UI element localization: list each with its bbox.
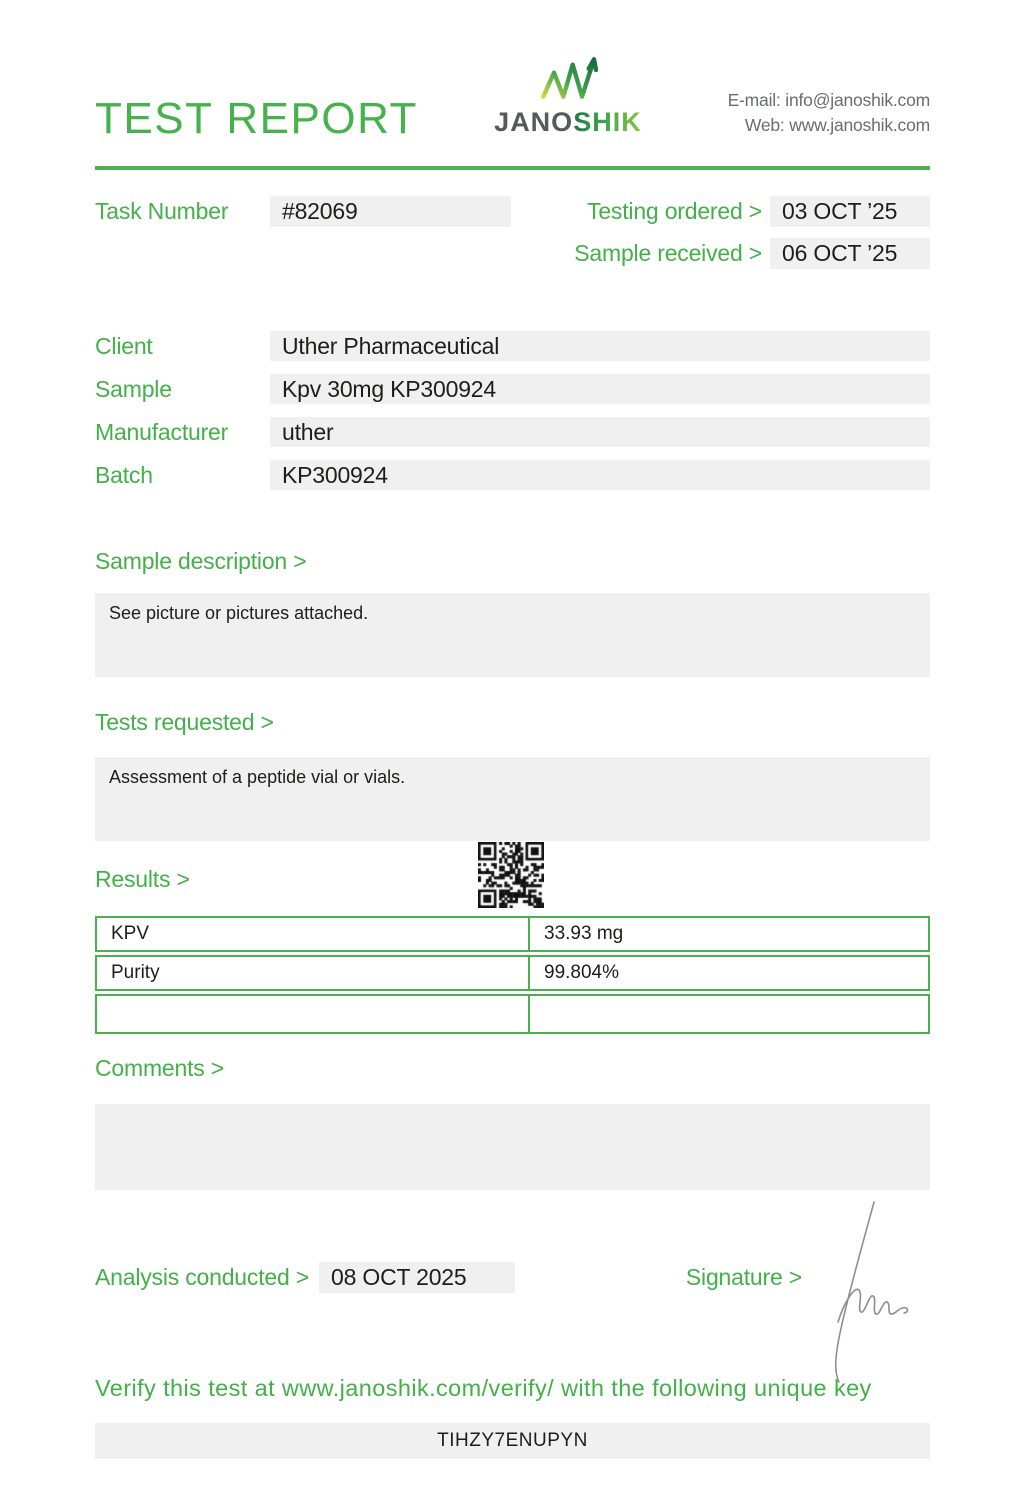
detail-row-client [95,331,930,361]
detail-row-batch [95,460,930,490]
result-value-cell [530,996,928,1032]
result-name-cell: Purity [97,957,530,989]
tests-requested-box: Assessment of a peptide vial or vials. [95,757,930,841]
testing-ordered-value: 03 OCT ’25 [770,196,930,227]
report-header [95,50,930,144]
result-name-cell: KPV [97,918,530,950]
sample-value: Kpv 30mg KP300924 [270,374,930,404]
analysis-date-value: 08 OCT 2025 [319,1262,515,1293]
results-table [95,916,930,1034]
results-heading: Results > [95,866,190,892]
email-line: E-mail: info@janoshik.com [727,90,930,110]
signature-label: Signature > [685,1264,802,1290]
comments-box [95,1104,930,1190]
verify-instruction: Verify this test at www.janoshik.com/verify/ with the following unique key [95,1375,872,1401]
details-section [95,331,930,490]
batch-label: Batch [95,462,153,488]
sample-received-label: Sample received > [574,240,762,266]
logo-shik-text: SHIK [573,107,642,137]
verify-key-value: TIHZY7ENUPYN [95,1423,930,1459]
manufacturer-value: uther [270,417,930,447]
logo-jano-text: JANO [494,107,574,137]
sample-description-box: See picture or pictures attached. [95,593,930,677]
page-title: TEST REPORT [95,94,418,144]
detail-row-manufacturer [95,417,930,447]
sample-description-heading: Sample description > [95,548,307,574]
tests-requested-heading: Tests requested > [95,709,274,735]
janoshik-logo [488,50,648,140]
sample-label: Sample [95,376,172,402]
qr-code [478,842,544,908]
table-row [95,955,930,991]
result-value-cell: 33.93 mg [544,923,624,944]
client-label: Client [95,333,153,359]
comments-heading: Comments > [95,1055,225,1081]
logo-wordmark [494,109,642,136]
meta-section [95,196,930,269]
contact-info [728,88,930,140]
testing-ordered-label: Testing ordered > [587,198,762,224]
header-divider [95,166,930,170]
signature-image [818,1198,918,1393]
task-number-value: #82069 [270,196,511,227]
result-value-cell: 99.804% [544,962,620,983]
web-line: Web: www.janoshik.com [744,115,930,136]
table-row [95,916,930,952]
trend-chart-icon [538,50,598,106]
footer-row [95,1262,930,1293]
result-name-cell [97,996,530,1032]
task-number-label: Task Number [95,198,229,224]
analysis-conducted-label: Analysis conducted > [95,1264,309,1290]
sample-received-value: 06 OCT ’25 [770,238,930,269]
batch-value: KP300924 [270,460,930,490]
table-row [95,994,930,1034]
client-value: Uther Pharmaceutical [270,331,930,361]
manufacturer-label: Manufacturer [95,419,229,445]
detail-row-sample [95,374,930,404]
